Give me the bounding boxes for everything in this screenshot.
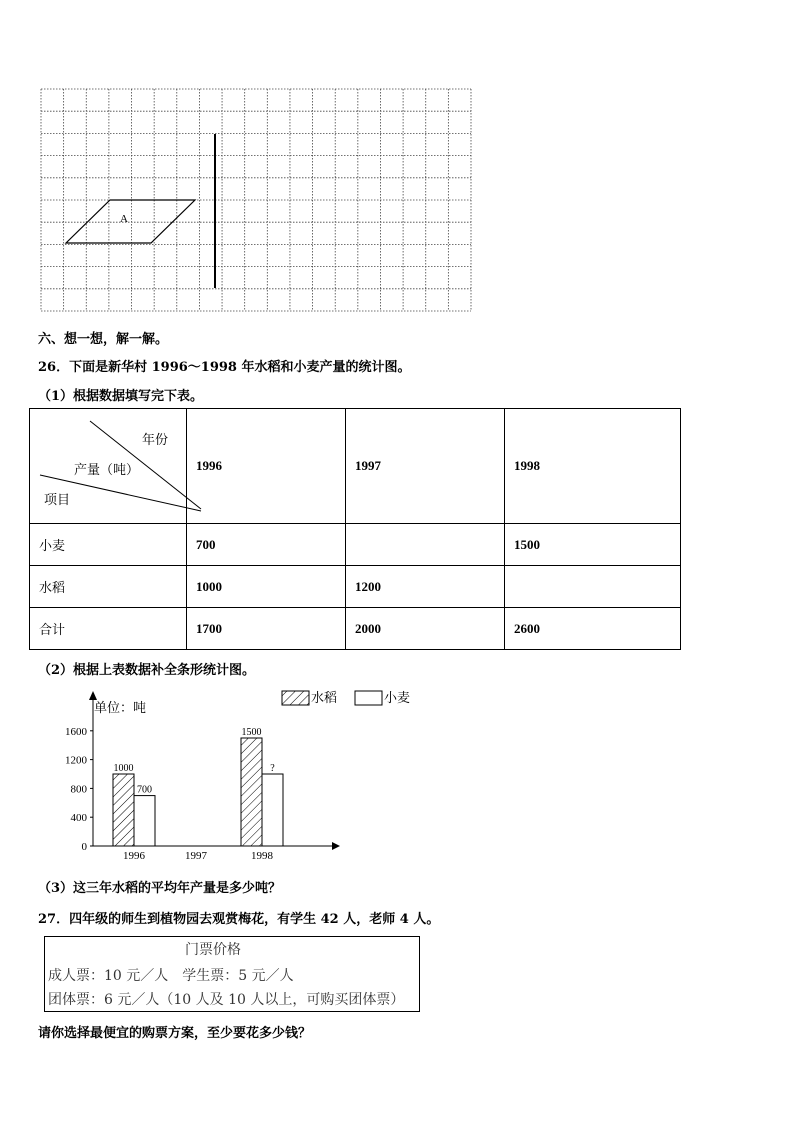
y-tick-label: 0 <box>81 841 87 853</box>
table-cell: 1200 <box>346 566 505 608</box>
header-unit-label: 产量（吨） <box>74 463 140 478</box>
bar-chart <box>60 680 430 865</box>
q26-part1: （1）根据数据填写完下表。 <box>38 389 204 404</box>
table-row <box>30 524 681 566</box>
legend-label-wheat: 小麦 <box>384 690 411 705</box>
dotted-grid <box>41 89 471 311</box>
chart-bars <box>113 727 283 862</box>
price-line-1: 成人票：10 元／人 学生票：5 元／人 <box>48 968 294 984</box>
price-line-2: 团体票：6 元／人（10 人及 10 人以上，可购买团体票） <box>48 992 405 1008</box>
table-cell-blank[interactable] <box>346 524 505 566</box>
bar-rice <box>113 774 134 846</box>
price-box-title: 门票价格 <box>185 942 241 958</box>
y-tick-label: 400 <box>70 812 87 825</box>
ticket-price-box <box>44 936 420 1012</box>
table-cell-blank[interactable] <box>505 566 681 608</box>
bar-wheat <box>134 796 155 846</box>
table-cell: 1700 <box>187 608 346 650</box>
legend-swatch-wheat <box>355 691 382 705</box>
q26-part2: （2）根据上表数据补全条形统计图。 <box>38 663 256 678</box>
y-tick-label: 800 <box>70 783 87 796</box>
y-tick-label: 1200 <box>65 754 87 767</box>
table-row <box>30 608 681 650</box>
q26-part3: （3）这三年水稻的平均年产量是多少吨？ <box>38 881 282 896</box>
parallelogram-a <box>66 200 195 243</box>
x-tick-label: 1996 <box>123 850 145 862</box>
section-heading: 六、想一想，解一解。 <box>38 332 169 347</box>
table-cell: 1500 <box>505 524 681 566</box>
bar-data-label: 1500 <box>241 727 262 738</box>
table-cell: 2000 <box>346 608 505 650</box>
table-cell: 1000 <box>187 566 346 608</box>
q26-title: 26．下面是新华村 1996～1998 年水稻和小麦产量的统计图。 <box>38 360 411 375</box>
year-header-1997: 1997 <box>346 409 505 524</box>
row-label: 水稻 <box>30 566 187 608</box>
x-tick-label: 1997 <box>185 850 207 862</box>
header-item-label: 项目 <box>44 493 71 508</box>
chart-legend <box>282 690 410 705</box>
q27-title: 27．四年级的师生到植物园去观赏梅花，有学生 42 人，老师 4 人。 <box>38 912 440 927</box>
table-row <box>30 566 681 608</box>
chart-unit-label: 单位：吨 <box>94 700 147 715</box>
production-table <box>29 408 681 650</box>
shape-label: A <box>120 213 128 225</box>
x-axis-arrow <box>332 842 340 850</box>
bar-wheat <box>262 774 283 846</box>
table-cell: 2600 <box>505 608 681 650</box>
diagonal-header-cell <box>30 409 187 524</box>
year-header-1996: 1996 <box>187 409 346 524</box>
bar-data-label: 700 <box>137 784 152 796</box>
grid-figure <box>40 88 472 312</box>
bar-data-label: 1000 <box>113 763 134 774</box>
bar-data-label: ? <box>270 763 275 774</box>
legend-swatch-rice <box>282 691 309 705</box>
year-header-1998: 1998 <box>505 409 681 524</box>
row-label: 小麦 <box>30 524 187 566</box>
x-tick-label: 1998 <box>251 850 273 862</box>
y-tick-label: 1600 <box>65 725 87 738</box>
q27-question: 请你选择最便宜的购票方案，至少要花多少钱？ <box>38 1026 312 1041</box>
header-year-label: 年份 <box>142 433 169 448</box>
table-cell: 700 <box>187 524 346 566</box>
y-axis-arrow <box>89 691 97 700</box>
chart-y-ticks <box>65 726 93 853</box>
legend-label-rice: 水稻 <box>311 690 338 705</box>
bar-rice <box>241 738 262 846</box>
row-label: 合计 <box>30 608 187 650</box>
